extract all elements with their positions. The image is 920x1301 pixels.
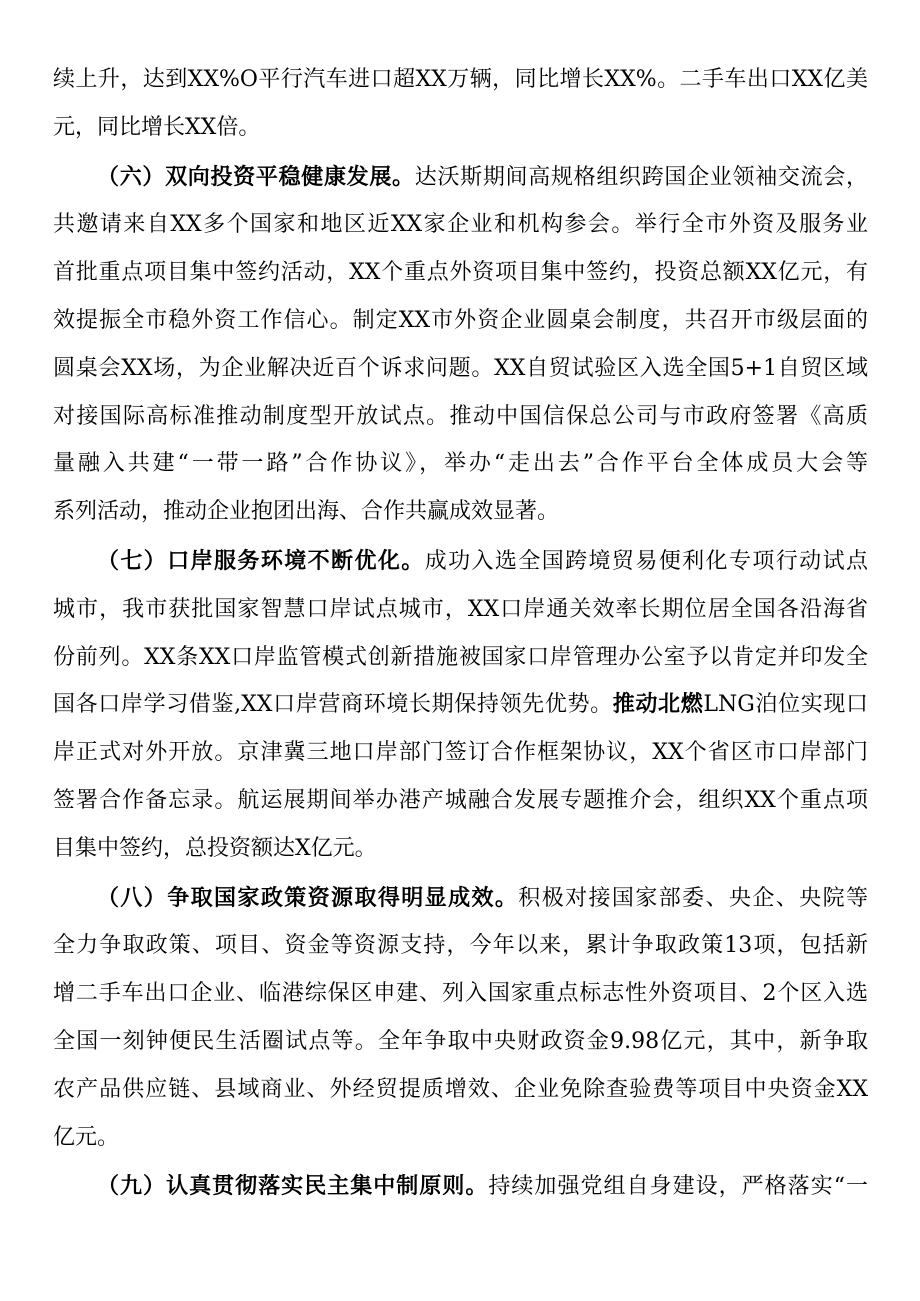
paragraph bbox=[53, 538, 868, 873]
text-line bbox=[53, 729, 868, 777]
text-line bbox=[53, 777, 868, 825]
text-line bbox=[53, 345, 868, 393]
body-text: 亿元。 bbox=[53, 1124, 120, 1150]
body-text: LNG泊位实现口 bbox=[703, 692, 868, 718]
body-text: 元，同比增长XX倍。 bbox=[53, 114, 261, 140]
body-text: 成功入选全国跨境贸易便利化专项行动试点 bbox=[424, 548, 868, 574]
section-heading: （八）争取国家政策资源取得明显成效。 bbox=[97, 884, 519, 911]
body-text: 城市，我市获批国家智慧口岸试点城市，XX口岸通关效率长期位居全国各沿海省 bbox=[53, 596, 868, 622]
text-line bbox=[53, 634, 868, 682]
text-line bbox=[53, 249, 868, 297]
body-text: 农产品供应链、县域商业、外经贸提质增效、企业免除查验费等项目中央资金XX bbox=[53, 1076, 868, 1102]
text-line bbox=[53, 154, 868, 202]
body-text: 岸正式对外开放。京津冀三地口岸部门签订合作框架协议，XX个省区市口岸部门 bbox=[53, 740, 868, 766]
text-line bbox=[53, 970, 868, 1018]
text-line bbox=[53, 586, 868, 634]
body-text: 首批重点项目集中签约活动，XX个重点外资项目集中签约，投资总额XX亿元，有 bbox=[53, 260, 868, 286]
paragraph bbox=[53, 1163, 868, 1211]
body-text: 国各口岸学习借鉴,XX口岸营商环境长期保持领先优势。 bbox=[53, 692, 613, 718]
body-text: 目集中签约，总投资额达X亿元。 bbox=[53, 835, 377, 861]
paragraph bbox=[53, 875, 868, 1162]
text-line bbox=[53, 1163, 868, 1211]
emphasized-text: 推动北燃 bbox=[612, 691, 704, 718]
body-text: 持续加强党组自身建设，严格落实“一 bbox=[488, 1174, 868, 1200]
paragraph bbox=[53, 56, 868, 152]
body-text: 全国一刻钟便民生活圈试点等。全年争取中央财政资金9.98亿元，其中，新争取 bbox=[53, 1028, 868, 1054]
body-text: 对接国际高标准推动制度型开放试点。推动中国信保总公司与市政府签署《高质 bbox=[53, 403, 868, 429]
text-line bbox=[53, 1018, 868, 1066]
text-line bbox=[53, 922, 868, 970]
text-line bbox=[53, 104, 868, 152]
text-line bbox=[53, 875, 868, 923]
text-line bbox=[53, 393, 868, 441]
section-heading: （九）认真贯彻落实民主集中制原则。 bbox=[97, 1173, 489, 1200]
body-text: 效提振全市稳外资工作信心。制定XX市外资企业圆桌会制度，共召开市级层面的 bbox=[53, 307, 868, 333]
body-text: 份前列。XX条XX口岸监管模式创新措施被国家口岸管理办公室予以肯定并印发全 bbox=[53, 644, 868, 670]
text-line bbox=[53, 297, 868, 345]
body-text: 续上升，达到XX%O平行汽车进口超XX万辆，同比增长XX%。二手车出口XX亿美 bbox=[53, 67, 868, 92]
text-line bbox=[53, 201, 868, 249]
body-text: 积极对接国家部委、央企、央院等 bbox=[518, 885, 868, 911]
body-text: 增二手车出口企业、临港综保区申建、列入国家重点标志性外资项目、2个区入选 bbox=[53, 981, 868, 1007]
section-heading: （六）双向投资平稳健康发展。 bbox=[97, 163, 415, 190]
body-text: 量融入共建“一带一路”合作协议》，举办“走出去”合作平台全体成员大会等 bbox=[53, 451, 868, 477]
body-text: 圆桌会XX场，为企业解决近百个诉求问题。XX自贸试验区入选全国5+1自贸区域 bbox=[53, 355, 868, 381]
text-line bbox=[53, 1066, 868, 1114]
document-body bbox=[53, 56, 868, 1211]
body-text: 系列活动，推动企业抱团出海、合作共赢成效显著。 bbox=[53, 499, 560, 525]
body-text: 达沃斯期间高规格组织跨国企业领袖交流会， bbox=[414, 164, 868, 190]
body-text: 签署合作备忘录。航运展期间举办港产城融合发展专题推介会，组织XX个重点项 bbox=[53, 787, 868, 813]
text-line bbox=[53, 825, 868, 873]
text-line bbox=[53, 440, 868, 488]
paragraph bbox=[53, 154, 868, 536]
text-line bbox=[53, 1114, 868, 1162]
text-line bbox=[53, 538, 868, 586]
body-text: 共邀请来自XX多个国家和地区近XX家企业和机构参会。举行全市外资及服务业 bbox=[53, 212, 868, 238]
text-line bbox=[53, 56, 868, 104]
section-heading: （七）口岸服务环境不断优化。 bbox=[97, 547, 425, 574]
body-text: 全力争取政策、项目、资金等资源支持，今年以来，累计争取政策13项，包括新 bbox=[53, 933, 868, 959]
text-line bbox=[53, 681, 868, 729]
text-line bbox=[53, 488, 868, 536]
